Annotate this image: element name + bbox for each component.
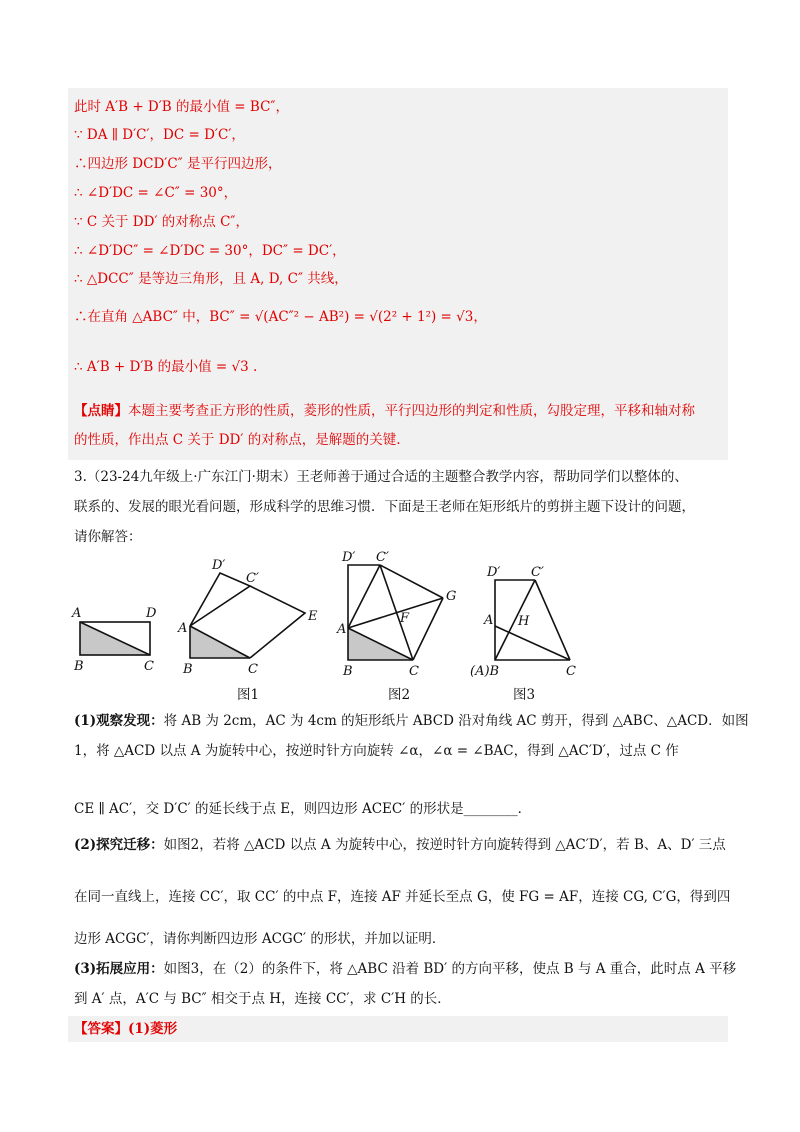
problem-intro-3: 请你解答：	[74, 529, 142, 545]
figure-2	[335, 545, 465, 680]
label-a: A	[484, 613, 494, 628]
part1-line-1	[74, 712, 749, 730]
segment-cg	[413, 598, 443, 660]
part2-line-3: 边形 ACGC′，请你判断四边形 ACGC′ 的形状，并加以证明．	[74, 931, 446, 947]
label-c: C	[566, 664, 576, 679]
rotated-triangle	[190, 573, 250, 626]
part3-tag: (3)拓展应用：	[74, 961, 164, 977]
figure-3	[470, 560, 585, 680]
solution-line-7: ∴ △DCC″ 是等边三角形，且 A, D, C″ 共线，	[74, 271, 348, 287]
part2-line-2: 在同一直线上，连接 CC′，取 CC′ 的中点 F，连接 AF 并延长至点 G，使 FG = AF，连接 CG, C′G，得到四	[74, 889, 731, 905]
caption-figure-1: 图1	[236, 687, 260, 703]
part1-text-1: 将 AB 为 2cm，AC 为 4cm 的矩形纸片 ABCD 沿对角线 AC 剪开，得到 △ABC、△ACD．如图	[163, 713, 749, 729]
label-c: C	[248, 662, 258, 677]
part1-tag: (1)观察发现：	[74, 713, 164, 729]
label-e: E	[308, 609, 318, 624]
figure-rectangle	[70, 600, 170, 675]
solution-line-5: ∵ C 关于 DD′ 的对称点 C″，	[74, 214, 249, 230]
part3-text-1: 如图3，在（2）的条件下，将 △ABC 沿着 BD′ 的方向平移，使点 B 与 A 重合，此时点 A 平移	[163, 961, 737, 977]
label-h: H	[518, 614, 530, 629]
comment-line-1	[74, 402, 695, 420]
segment-ag	[348, 598, 443, 628]
figure-1	[175, 553, 320, 678]
part2-line-1	[74, 836, 726, 854]
solution-line-2: ∵ DA ∥ D′C′，DC = D′C′，	[74, 127, 245, 143]
label-c-prime: C′	[376, 550, 389, 565]
label-a: A	[72, 606, 82, 621]
label-d: D	[146, 606, 157, 621]
label-a-b: (A)B	[470, 664, 500, 679]
solution-line-4: ∴ ∠D′DC = ∠C″ = 30°，	[74, 185, 238, 201]
part3-line-1	[74, 960, 736, 978]
answer-text: (1)菱形	[128, 1021, 178, 1037]
label-f: F	[400, 611, 410, 626]
label-d-prime: D′	[342, 550, 356, 565]
problem-intro-2: 联系的、发展的眼光看问题，形成科学的思维习惯．下面是王老师在矩形纸片的剪拼主题下设计的问题，	[74, 499, 695, 515]
label-d-prime: D′	[212, 558, 226, 573]
part1-line-2: 1，将 △ACD 以点 A 为旋转中心，按逆时针方向旋转 ∠α，∠α = ∠BAC，得到 △AC′D′，过点 C 作	[74, 743, 679, 759]
problem-intro-1: 3.（23-24九年级上·广东江门·期末）王老师善于通过合适的主题整合教学内容，帮助同学们以整体的、	[74, 469, 688, 485]
label-c: C	[144, 659, 154, 674]
label-c: C	[409, 664, 419, 679]
label-a: A	[178, 621, 188, 636]
part1-line-3: CE ∥ AC′，交 D′C′ 的延长线于点 E，则四边形 ACEC′ 的形状是________．	[74, 801, 532, 817]
comment-line-2: 的性质，作出点 C 关于 DD′ 的对称点，是解题的关键.	[74, 432, 401, 448]
outer-shape	[495, 580, 570, 660]
caption-figure-2: 图2	[387, 687, 411, 703]
segment-c-prime-c	[535, 580, 570, 660]
comment-text-1: 本题主要考查正方形的性质，菱形的性质，平行四边形的判定和性质，勾股定理，平移和轴对称	[128, 403, 695, 419]
solution-line-6: ∴ ∠D′DC″ = ∠D′DC = 30°，DC″ = DC′，	[74, 243, 346, 259]
label-g: G	[446, 589, 457, 604]
part3-line-2: 到 A′ 点，A′C 与 BC″ 相交于点 H，连接 CC′，求 C′H 的长．	[74, 991, 451, 1007]
solution-line-3: ∴四边形 DCD′C″ 是平行四边形，	[74, 156, 282, 172]
solution-line-9: ∴ A′B + D′B 的最小值 = √3 .	[74, 359, 258, 375]
solution-line-8: ∴在直角 △ABC″ 中，BC″ = √(AC″² − AB²) = √(2² + 1²) = √3，	[74, 309, 487, 325]
label-b: B	[343, 664, 353, 679]
segment-ac-prime	[348, 565, 380, 628]
solution-line-1: 此时 A′B + D′B 的最小值 = BC″，	[74, 99, 289, 115]
answer-tag: 【答案】	[74, 1021, 128, 1037]
segment-ac	[495, 626, 570, 660]
comment-tag: 【点睛】	[74, 403, 128, 419]
label-c-prime: C′	[246, 571, 259, 586]
label-a: A	[337, 622, 347, 637]
caption-figure-3: 图3	[512, 687, 536, 703]
rhombus-edges	[250, 586, 305, 658]
part2-text-1: 如图2，若将 △ACD 以点 A 为旋转中心，按逆时针方向旋转得到 △AC′D′，若 B、A、D′ 三点	[163, 837, 726, 853]
label-d-prime: D′	[487, 565, 501, 580]
part2-tag: (2)探究迁移：	[74, 837, 164, 853]
label-c-prime: C′	[531, 565, 544, 580]
label-b: B	[74, 659, 84, 674]
label-b: B	[183, 662, 193, 677]
answer-line	[74, 1020, 177, 1038]
